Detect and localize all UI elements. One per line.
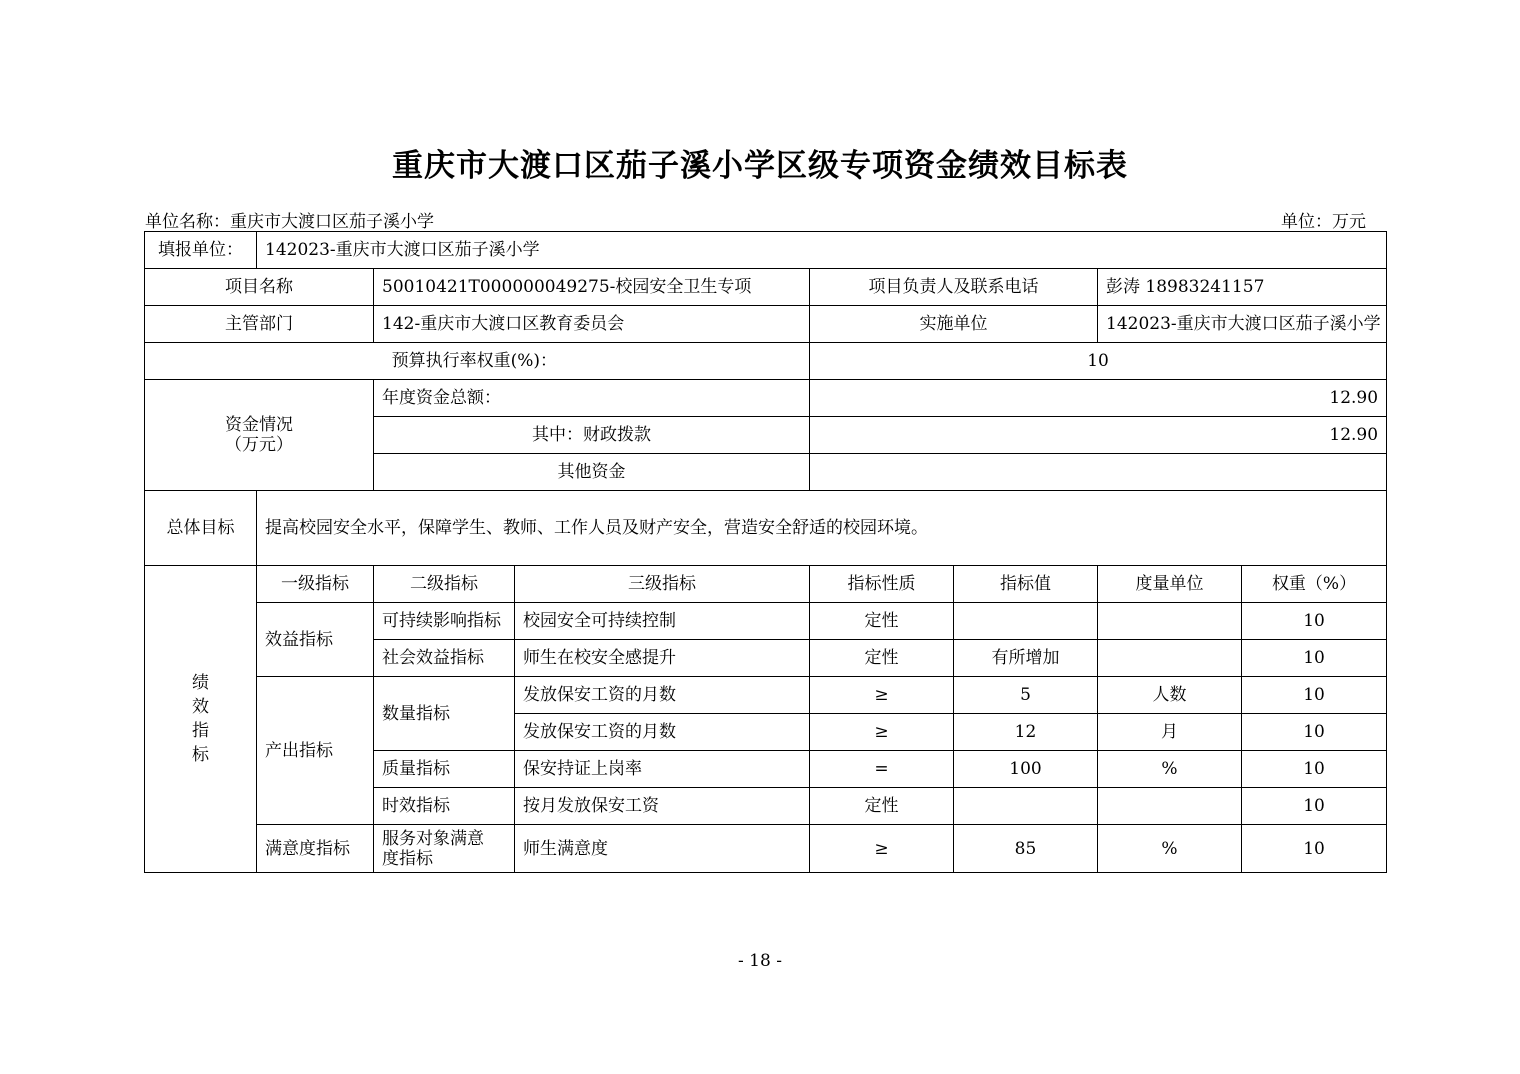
funds-other-label: 其他资金 [374, 454, 810, 491]
nature-cell: 定性 [810, 788, 954, 825]
indicator-section-char: 效 [192, 697, 209, 717]
indicator-section-label [145, 566, 257, 873]
indicator-section-char: 指 [192, 721, 209, 741]
unit-cell: 人数 [1098, 677, 1242, 714]
project-manager-value: 彭涛 18983241157 [1098, 269, 1387, 306]
level2-service-line1: 服务对象满意 [382, 828, 484, 849]
weight-cell: 10 [1242, 603, 1387, 640]
value-cell [954, 603, 1098, 640]
header-level1: 一级指标 [257, 566, 374, 603]
nature-cell: 定性 [810, 640, 954, 677]
project-manager-label: 项目负责人及联系电话 [810, 269, 1098, 306]
value-cell: 有所增加 [954, 640, 1098, 677]
weight-cell: 10 [1242, 640, 1387, 677]
header-unit: 度量单位 [1098, 566, 1242, 603]
goal-text: 提高校园安全水平，保障学生、教师、工作人员及财产安全，营造安全舒适的校园环境。 [257, 491, 1387, 566]
level3-cell: 校园安全可持续控制 [515, 603, 810, 640]
unit-name-line: 单位名称：重庆市大渡口区茄子溪小学 [145, 212, 434, 232]
funds-fiscal-value: 12.90 [810, 417, 1387, 454]
nature-cell: ≥ [810, 714, 954, 751]
weight-cell: 10 [1242, 788, 1387, 825]
level2-service [374, 825, 515, 873]
unit-cell: % [1098, 825, 1242, 873]
weight-cell: 10 [1242, 677, 1387, 714]
level3-cell: 按月发放保安工资 [515, 788, 810, 825]
filler-label: 填报单位： [145, 232, 257, 269]
level2-service-line2: 度指标 [382, 848, 433, 869]
header-level3: 三级指标 [515, 566, 810, 603]
weight-cell: 10 [1242, 751, 1387, 788]
unit-cell: % [1098, 751, 1242, 788]
funds-total-value: 12.90 [810, 380, 1387, 417]
indicator-section-char: 标 [192, 745, 209, 765]
funds-total-row [145, 380, 1387, 417]
header-nature: 指标性质 [810, 566, 954, 603]
filler-row [145, 232, 1387, 269]
funds-label [145, 380, 374, 491]
level2-quantity: 数量指标 [374, 677, 515, 751]
weight-cell: 10 [1242, 825, 1387, 873]
header-level2: 二级指标 [374, 566, 515, 603]
project-name-value: 50010421T000000049275-校园安全卫生专项 [374, 269, 810, 306]
level2-sustain: 可持续影响指标 [374, 603, 515, 640]
indicator-row [145, 677, 1387, 714]
level3-cell: 师生满意度 [515, 825, 810, 873]
level1-satisfaction: 满意度指标 [257, 825, 374, 873]
unit-cell [1098, 788, 1242, 825]
funds-label-line2: （万元） [225, 435, 293, 455]
level3-cell: 发放保安工资的月数 [515, 714, 810, 751]
value-cell: 85 [954, 825, 1098, 873]
level3-cell: 发放保安工资的月数 [515, 677, 810, 714]
indicator-section-char: 绩 [192, 673, 209, 693]
value-cell: 5 [954, 677, 1098, 714]
unit-cell: 月 [1098, 714, 1242, 751]
level2-social: 社会效益指标 [374, 640, 515, 677]
level2-quality: 质量指标 [374, 751, 515, 788]
level1-benefit: 效益指标 [257, 603, 374, 677]
nature-cell: ≥ [810, 677, 954, 714]
page-title: 重庆市大渡口区茄子溪小学区级专项资金绩效目标表 [392, 148, 1128, 184]
project-name-label: 项目名称 [145, 269, 374, 306]
budget-rate-row [145, 343, 1387, 380]
level3-cell: 师生在校安全感提升 [515, 640, 810, 677]
department-row [145, 306, 1387, 343]
nature-cell: 定性 [810, 603, 954, 640]
value-cell: 12 [954, 714, 1098, 751]
nature-cell: = [810, 751, 954, 788]
implementing-unit-label: 实施单位 [810, 306, 1098, 343]
weight-cell: 10 [1242, 714, 1387, 751]
department-value: 142-重庆市大渡口区教育委员会 [374, 306, 810, 343]
level1-output: 产出指标 [257, 677, 374, 825]
unit-cell [1098, 640, 1242, 677]
project-name-row [145, 269, 1387, 306]
goal-label: 总体目标 [145, 491, 257, 566]
indicator-row [145, 603, 1387, 640]
header-value: 指标值 [954, 566, 1098, 603]
level3-cell: 保安持证上岗率 [515, 751, 810, 788]
goal-row [145, 491, 1387, 566]
budget-rate-label: 预算执行率权重(%)： [145, 343, 810, 380]
funds-fiscal-label: 其中：财政拨款 [374, 417, 810, 454]
header-weight: 权重（%） [1242, 566, 1387, 603]
budget-rate-value: 10 [810, 343, 1387, 380]
unit-cell [1098, 603, 1242, 640]
currency-unit-line: 单位：万元 [1281, 212, 1366, 232]
value-cell: 100 [954, 751, 1098, 788]
indicator-row [145, 825, 1387, 873]
department-label: 主管部门 [145, 306, 374, 343]
page-number: - 18 - [738, 951, 782, 971]
value-cell [954, 788, 1098, 825]
funds-other-value [810, 454, 1387, 491]
level2-timeliness: 时效指标 [374, 788, 515, 825]
nature-cell: ≥ [810, 825, 954, 873]
filler-value: 142023-重庆市大渡口区茄子溪小学 [257, 232, 1387, 269]
performance-target-table [144, 231, 1387, 873]
funds-total-label: 年度资金总额： [374, 380, 810, 417]
indicator-header-row [145, 566, 1387, 603]
funds-label-line1: 资金情况 [225, 415, 293, 435]
implementing-unit-value: 142023-重庆市大渡口区茄子溪小学 [1098, 306, 1387, 343]
